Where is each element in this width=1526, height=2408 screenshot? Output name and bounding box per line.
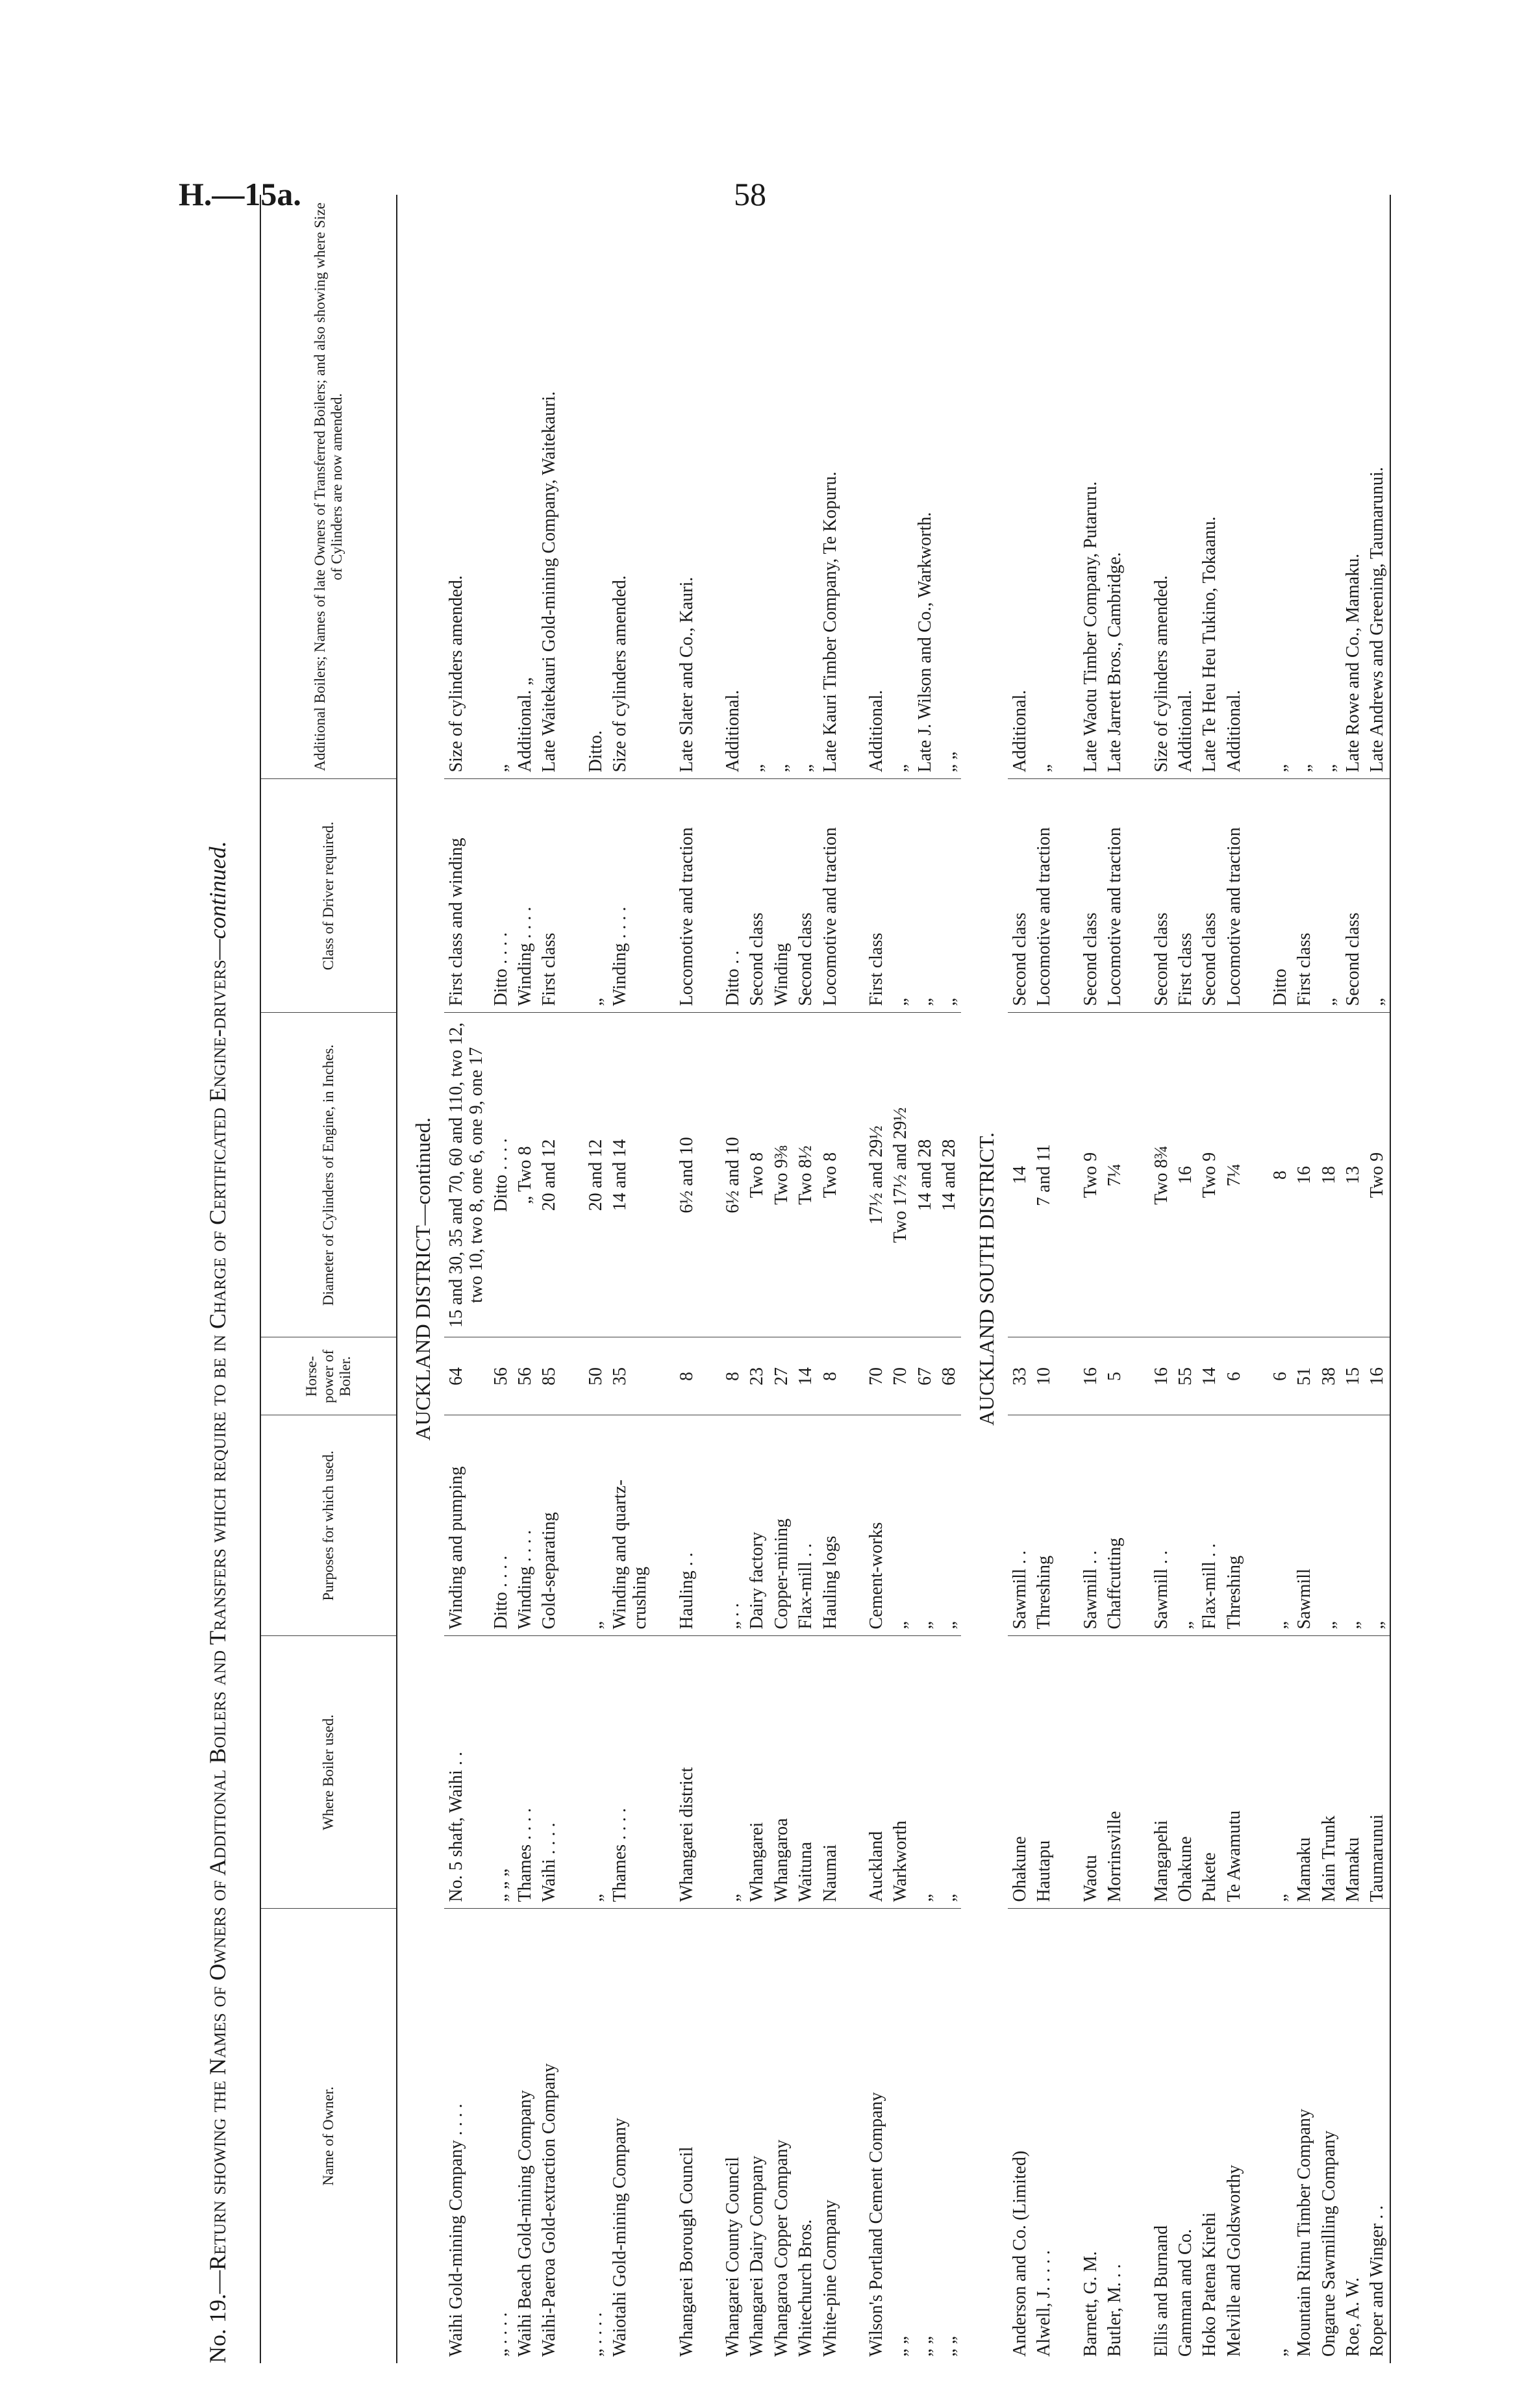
purpose-cell: Gold-separating [537, 1415, 561, 1636]
table-row [1365, 195, 1390, 2363]
driver-class-cell: First class [1292, 779, 1316, 1013]
purpose-cell: Cement-works [864, 1415, 888, 1636]
driver-class-cell: First class [864, 779, 888, 1013]
where-cell: Pukete [1197, 1636, 1221, 1909]
driver-class-cell: „ [913, 779, 937, 1013]
remarks-cell: Late Te Heu Heu Tukino, Tokaanu. [1197, 195, 1221, 779]
horsepower-cell: 67 [913, 1337, 937, 1415]
column-header: Where Boiler used. [260, 1636, 397, 1909]
section-heading-row [397, 195, 444, 2363]
horsepower-cell: 16 [1365, 1337, 1390, 1415]
purpose-cell: Winding . . . . [513, 1415, 537, 1636]
driver-class-cell: Locomotive and traction [1103, 779, 1127, 1013]
driver-class-cell: Second class [1341, 779, 1365, 1013]
owner-cell: „ . . . . [585, 2312, 606, 2357]
purpose-cell: Winding and pumping [444, 1415, 489, 1636]
table-row [1341, 195, 1365, 2363]
remarks-cell: Late Rowe and Co., Mamaku. [1341, 195, 1365, 779]
driver-class-cell: „ [1365, 779, 1390, 1013]
diameter-cell: 7¼ [1103, 1013, 1127, 1337]
purpose-cell: Hauling logs [818, 1415, 842, 1636]
purpose-cell: Dairy factory [745, 1415, 769, 1636]
table-row [1197, 195, 1221, 2363]
page-number: 58 [734, 176, 766, 212]
where-cell: No. 5 shaft, Waihi . . [444, 1636, 489, 1909]
remarks-cell: „ [1268, 195, 1292, 779]
diameter-cell: 7 and 11 [1032, 1013, 1056, 1337]
table-row [1008, 195, 1032, 2363]
diameter-cell: 16 [1173, 1013, 1197, 1337]
horsepower-cell: 68 [937, 1337, 961, 1415]
diameter-cell: Two 9 [1197, 1013, 1221, 1337]
horsepower-cell: 33 [1008, 1337, 1032, 1415]
remarks-cell: Late Kauri Timber Company, Te Kopuru. [818, 195, 842, 779]
diameter-cell: Two 17½ and 29½ [888, 1013, 912, 1337]
owner-cell: Barnett, G. M. [1080, 2251, 1101, 2357]
table-row [1317, 195, 1341, 2363]
diameter-cell: Two 9 [1365, 1013, 1390, 1337]
purpose-cell: Winding and quartz-crushing [608, 1415, 653, 1636]
where-cell: „ [721, 1636, 745, 1909]
owner-cell: White-pine Company [819, 2200, 840, 2357]
purpose-cell: „ [584, 1415, 608, 1636]
purpose-cell: „ [913, 1415, 937, 1636]
purpose-cell: „ . . [721, 1415, 745, 1636]
table-row [1032, 195, 1056, 2363]
owner-cell: Gamman and Co. [1175, 2229, 1195, 2357]
diameter-cell: Two 9 [1079, 1013, 1103, 1337]
purpose-cell: „ [1365, 1415, 1390, 1636]
driver-class-cell: Second class [745, 779, 769, 1013]
where-cell: Waituna [794, 1636, 818, 1909]
horsepower-cell: 27 [769, 1337, 794, 1415]
purpose-cell: Copper-mining [769, 1415, 794, 1636]
horsepower-cell: 38 [1317, 1337, 1341, 1415]
purpose-cell: Hauling . . [675, 1415, 699, 1636]
owner-cell: Waiotahi Gold-mining Company [609, 2118, 630, 2357]
diameter-cell: 7¼ [1222, 1013, 1246, 1337]
column-header: Horse-power of Boiler. [260, 1337, 397, 1415]
where-cell: Te Awamutu [1222, 1636, 1246, 1909]
where-cell: „ [584, 1636, 608, 1909]
where-cell: Mamaku [1341, 1636, 1365, 1909]
owner-cell: Roper and Winger . . [1365, 1909, 1390, 2363]
purpose-cell: „ [937, 1415, 961, 1636]
horsepower-cell: 10 [1032, 1337, 1056, 1415]
horsepower-cell: 6 [1222, 1337, 1246, 1415]
table-row [1292, 195, 1316, 2363]
where-cell: „ [913, 1636, 937, 1909]
where-cell: Ohakune [1173, 1636, 1197, 1909]
where-cell: Warkworth [888, 1636, 912, 1909]
purpose-cell: „ [1268, 1415, 1292, 1636]
remarks-cell: Late Waotu Timber Company, Putaruru. [1079, 195, 1103, 779]
table-row [745, 195, 769, 2363]
purpose-cell: Flax-mill . . [1197, 1415, 1221, 1636]
diameter-cell: 14 and 28 [937, 1013, 961, 1337]
where-cell: Ohakune [1008, 1636, 1032, 1909]
remarks-cell: Size of cylinders amended. [608, 195, 653, 779]
horsepower-cell: 8 [818, 1337, 842, 1415]
owner-cell: Hoko Patena Kirehi [1199, 2212, 1220, 2357]
purpose-cell: Flax-mill . . [794, 1415, 818, 1636]
diameter-cell: 14 [1008, 1013, 1032, 1337]
driver-class-cell: Locomotive and traction [818, 779, 842, 1013]
group-spacer [842, 195, 864, 2363]
diameter-cell: 14 and 14 [608, 1013, 653, 1337]
column-header: Class of Driver required. [260, 779, 397, 1013]
owner-cell: Melville and Goldsworthy [1223, 2165, 1244, 2357]
horsepower-cell: 23 [745, 1337, 769, 1415]
diameter-cell: Two 8¾ [1149, 1013, 1173, 1337]
remarks-cell: „ „ [937, 195, 961, 779]
owner-cell: Alwell, J. . . . . [1034, 2250, 1055, 2357]
owner-cell: „ „ [890, 2336, 911, 2357]
diameter-cell: 8 [1268, 1013, 1292, 1337]
horsepower-cell: 14 [1197, 1337, 1221, 1415]
driver-class-cell: Ditto . . . . [489, 779, 513, 1013]
group-spacer [1127, 195, 1149, 2363]
table-row [1173, 195, 1197, 2363]
driver-class-cell: First class [1173, 779, 1197, 1013]
group-spacer [699, 195, 721, 2363]
table-row [1103, 195, 1127, 2363]
owner-cell: Ellis and Burnand [1151, 2225, 1171, 2357]
horsepower-cell: 70 [888, 1337, 912, 1415]
driver-class-cell: Locomotive and traction [675, 779, 699, 1013]
remarks-cell: Additional. [1222, 195, 1246, 779]
where-cell: Waihi . . . . [537, 1636, 561, 1909]
driver-class-cell: Locomotive and traction [1222, 779, 1246, 1013]
where-cell: Waotu [1079, 1636, 1103, 1909]
driver-class-cell: Winding . . . . [608, 779, 653, 1013]
purpose-cell: „ [1341, 1415, 1365, 1636]
owner-cell: Butler, M. . . [1105, 2264, 1125, 2357]
purpose-cell: Sawmill . . [1149, 1415, 1173, 1636]
driver-class-cell: Second class [794, 779, 818, 1013]
diameter-cell: 20 and 12 [537, 1013, 561, 1337]
driver-class-cell: First class [537, 779, 561, 1013]
table-row [489, 195, 513, 2363]
horsepower-cell: 50 [584, 1337, 608, 1415]
where-cell: Mamaku [1292, 1636, 1316, 1909]
diameter-cell: „ Two 8 [513, 1013, 537, 1337]
where-cell: Hautapu [1032, 1636, 1056, 1909]
diameter-cell: Ditto . . . . [489, 1013, 513, 1337]
section-heading: AUCKLAND SOUTH DISTRICT. [975, 1132, 999, 1426]
remarks-cell: Additional. [864, 195, 888, 779]
driver-class-cell: Second class [1197, 779, 1221, 1013]
table-row [769, 195, 794, 2363]
purpose-cell: Sawmill [1292, 1415, 1316, 1636]
purpose-cell: „ [888, 1415, 912, 1636]
owner-cell: Anderson and Co. (Limited) [1010, 2150, 1031, 2357]
where-cell: Thames . . . . [513, 1636, 537, 1909]
purpose-cell: Threshing [1222, 1415, 1246, 1636]
where-cell: „ [937, 1636, 961, 1909]
owner-cell: Ongarue Sawmilling Company [1318, 2130, 1339, 2357]
remarks-cell: Late Jarrett Bros., Cambridge. [1103, 195, 1127, 779]
table-row [675, 195, 699, 2363]
table-row [1149, 195, 1173, 2363]
owner-cell: „ [1270, 2348, 1290, 2357]
horsepower-cell: 14 [794, 1337, 818, 1415]
table-row [721, 195, 745, 2363]
purpose-cell: Chaffcutting [1103, 1415, 1127, 1636]
table-row [537, 195, 561, 2363]
title-prefix: No. 19.— [205, 2270, 231, 2363]
remarks-cell: „ [794, 195, 818, 779]
diameter-cell: 15 and 30, 35 and 70, 60 and 110, two 12, two 10, two 8, one 6, one 9, one 17 [444, 1013, 489, 1337]
diameter-cell: 20 and 12 [584, 1013, 608, 1337]
horsepower-cell: 35 [608, 1337, 653, 1415]
owner-cell: Mountain Rimu Timber Company [1294, 2109, 1315, 2357]
owner-cell: „ „ [938, 2336, 959, 2357]
where-cell: Auckland [864, 1636, 888, 1909]
remarks-cell: Size of cylinders amended. [1149, 195, 1173, 779]
where-cell: Naumai [818, 1636, 842, 1909]
owner-cell: „ . . . . [490, 2312, 511, 2357]
column-header: Purposes for which used. [260, 1415, 397, 1636]
horsepower-cell: 85 [537, 1337, 561, 1415]
diameter-cell: 16 [1292, 1013, 1316, 1337]
purpose-cell: „ [1173, 1415, 1197, 1636]
column-header: Diameter of Cylinders of Engine, in Inches. [260, 1013, 397, 1337]
driver-class-cell: Locomotive and traction [1032, 779, 1056, 1013]
diameter-cell: 6½ and 10 [721, 1013, 745, 1337]
horsepower-cell: 8 [675, 1337, 699, 1415]
driver-class-cell: Second class [1008, 779, 1032, 1013]
horsepower-cell: 6 [1268, 1337, 1292, 1415]
header-row [260, 195, 397, 2363]
diameter-cell: 14 and 28 [913, 1013, 937, 1337]
table-row [794, 195, 818, 2363]
driver-class-cell: Winding . . . . [513, 779, 537, 1013]
driver-class-cell: „ [584, 779, 608, 1013]
horsepower-cell: 56 [513, 1337, 537, 1415]
diameter-cell: Two 9⅜ [769, 1013, 794, 1337]
table-row [1222, 195, 1246, 2363]
owner-cell: „ „ [914, 2336, 935, 2357]
remarks-cell: Late Slater and Co., Kauri. [675, 195, 699, 779]
horsepower-cell: 55 [1173, 1337, 1197, 1415]
horsepower-cell: 16 [1079, 1337, 1103, 1415]
owner-cell: Whangarei Borough Council [676, 2146, 697, 2357]
horsepower-cell: 16 [1149, 1337, 1173, 1415]
driver-class-cell: Second class [1149, 779, 1173, 1013]
diameter-cell: Two 8½ [794, 1013, 818, 1337]
table-row [513, 195, 537, 2363]
horsepower-cell: 15 [1341, 1337, 1365, 1415]
table-row [818, 195, 842, 2363]
remarks-cell: Size of cylinders amended. [444, 195, 489, 779]
group-spacer [1057, 195, 1079, 2363]
purpose-cell: Sawmill . . [1079, 1415, 1103, 1636]
table-body [397, 195, 1390, 2363]
owner-cell: Whangaroa Copper Company [771, 2139, 792, 2357]
column-header: Name of Owner. [260, 1909, 397, 2363]
document-code: H.—15a. [179, 176, 301, 212]
remarks-cell: Late Andrews and Greening, Taumarunui. [1365, 195, 1390, 779]
table-row [444, 195, 489, 2363]
horsepower-cell: 51 [1292, 1337, 1316, 1415]
table-row [1079, 195, 1103, 2363]
where-cell: Main Trunk [1317, 1636, 1341, 1909]
driver-class-cell: „ [937, 779, 961, 1013]
driver-class-cell: „ [1317, 779, 1341, 1013]
table-row [584, 195, 608, 2363]
remarks-cell: Additional. [1173, 195, 1197, 779]
where-cell: Taumarunui [1365, 1636, 1390, 1909]
section-heading-row [961, 195, 1008, 2363]
where-cell: „ [1268, 1636, 1292, 1909]
owner-cell: Roe, A. W. [1343, 2277, 1364, 2357]
driver-class-cell: First class and winding [444, 779, 489, 1013]
table-row [608, 195, 653, 2363]
horsepower-cell: 64 [444, 1337, 489, 1415]
table-row [888, 195, 912, 2363]
title-suffix: —continued. [205, 841, 231, 960]
column-header: Additional Boilers; Names of late Owners of Transferred Boilers; and also showing where Size of Cylinders are now amended. [260, 195, 397, 779]
owner-cell: Wilson's Portland Cement Company [866, 2092, 886, 2357]
horsepower-cell: 5 [1103, 1337, 1127, 1415]
where-cell: Mangapehi [1149, 1636, 1173, 1909]
group-spacer [1246, 195, 1268, 2363]
remarks-cell: „ [1032, 195, 1056, 779]
driver-class-cell: Ditto . . [721, 779, 745, 1013]
owner-cell: Waihi Beach Gold-mining Company [514, 2090, 535, 2357]
diameter-cell: Two 8 [745, 1013, 769, 1337]
where-cell: Thames . . . . [608, 1636, 653, 1909]
remarks-cell: Additional. „ [513, 195, 537, 779]
remarks-cell: Additional. [1008, 195, 1032, 779]
where-cell: „ „ „ [489, 1636, 513, 1909]
driver-class-cell: Ditto [1268, 779, 1292, 1013]
remarks-cell: „ [489, 195, 513, 779]
purpose-cell: „ [1317, 1415, 1341, 1636]
boilers-table [260, 195, 1391, 2363]
owner-cell: Whangarei Dairy Company [747, 2155, 768, 2357]
diameter-cell: 18 [1317, 1013, 1341, 1337]
owner-cell: Whangarei County Council [723, 2157, 744, 2357]
diameter-cell: Two 8 [818, 1013, 842, 1337]
driver-class-cell: Winding [769, 779, 794, 1013]
purpose-cell: Threshing [1032, 1415, 1056, 1636]
remarks-cell: Late Waitekauri Gold-mining Company, Waitekauri. [537, 195, 561, 779]
remarks-cell: „ [1317, 195, 1341, 779]
rotated-return-table [195, 195, 1388, 2363]
table-row [937, 195, 961, 2363]
remarks-cell: „ [769, 195, 794, 779]
owner-cell: Waihi Gold-mining Company . . . . [445, 2104, 466, 2357]
remarks-cell: „ [888, 195, 912, 779]
driver-class-cell: „ [888, 779, 912, 1013]
diameter-cell: 17½ and 29½ [864, 1013, 888, 1337]
where-cell: Whangarei [745, 1636, 769, 1909]
title-text: Return showing the Names of Owners of Additional Boilers and Transfers which require to be in Charge of Certificated Engine-drivers [205, 960, 231, 2270]
driver-class-cell: Second class [1079, 779, 1103, 1013]
where-cell: Whangaroa [769, 1636, 794, 1909]
purpose-cell: Ditto . . . . [489, 1415, 513, 1636]
remarks-cell: „ [1292, 195, 1316, 779]
remarks-cell: „ [745, 195, 769, 779]
horsepower-cell: 8 [721, 1337, 745, 1415]
where-cell: Whangarei district [675, 1636, 699, 1909]
group-spacer [653, 195, 675, 2363]
owner-cell: Waihi-Paeroa Gold-extraction Company [539, 2063, 560, 2357]
horsepower-cell: 70 [864, 1337, 888, 1415]
diameter-cell: 13 [1341, 1013, 1365, 1337]
remarks-cell: Ditto. [584, 195, 608, 779]
table-row [1268, 195, 1292, 2363]
remarks-cell: Late J. Wilson and Co., Warkworth. [913, 195, 937, 779]
where-cell: Morrinsville [1103, 1636, 1127, 1909]
owner-cell: Whitechurch Bros. [795, 2219, 816, 2357]
remarks-cell: Additional. [721, 195, 745, 779]
purpose-cell: Sawmill . . [1008, 1415, 1032, 1636]
table-row [913, 195, 937, 2363]
diameter-cell: 6½ and 10 [675, 1013, 699, 1337]
horsepower-cell: 56 [489, 1337, 513, 1415]
group-spacer [562, 195, 584, 2363]
table-row [864, 195, 888, 2363]
section-heading: AUCKLAND DISTRICT—continued. [411, 1117, 434, 1441]
table-title [195, 195, 240, 2363]
